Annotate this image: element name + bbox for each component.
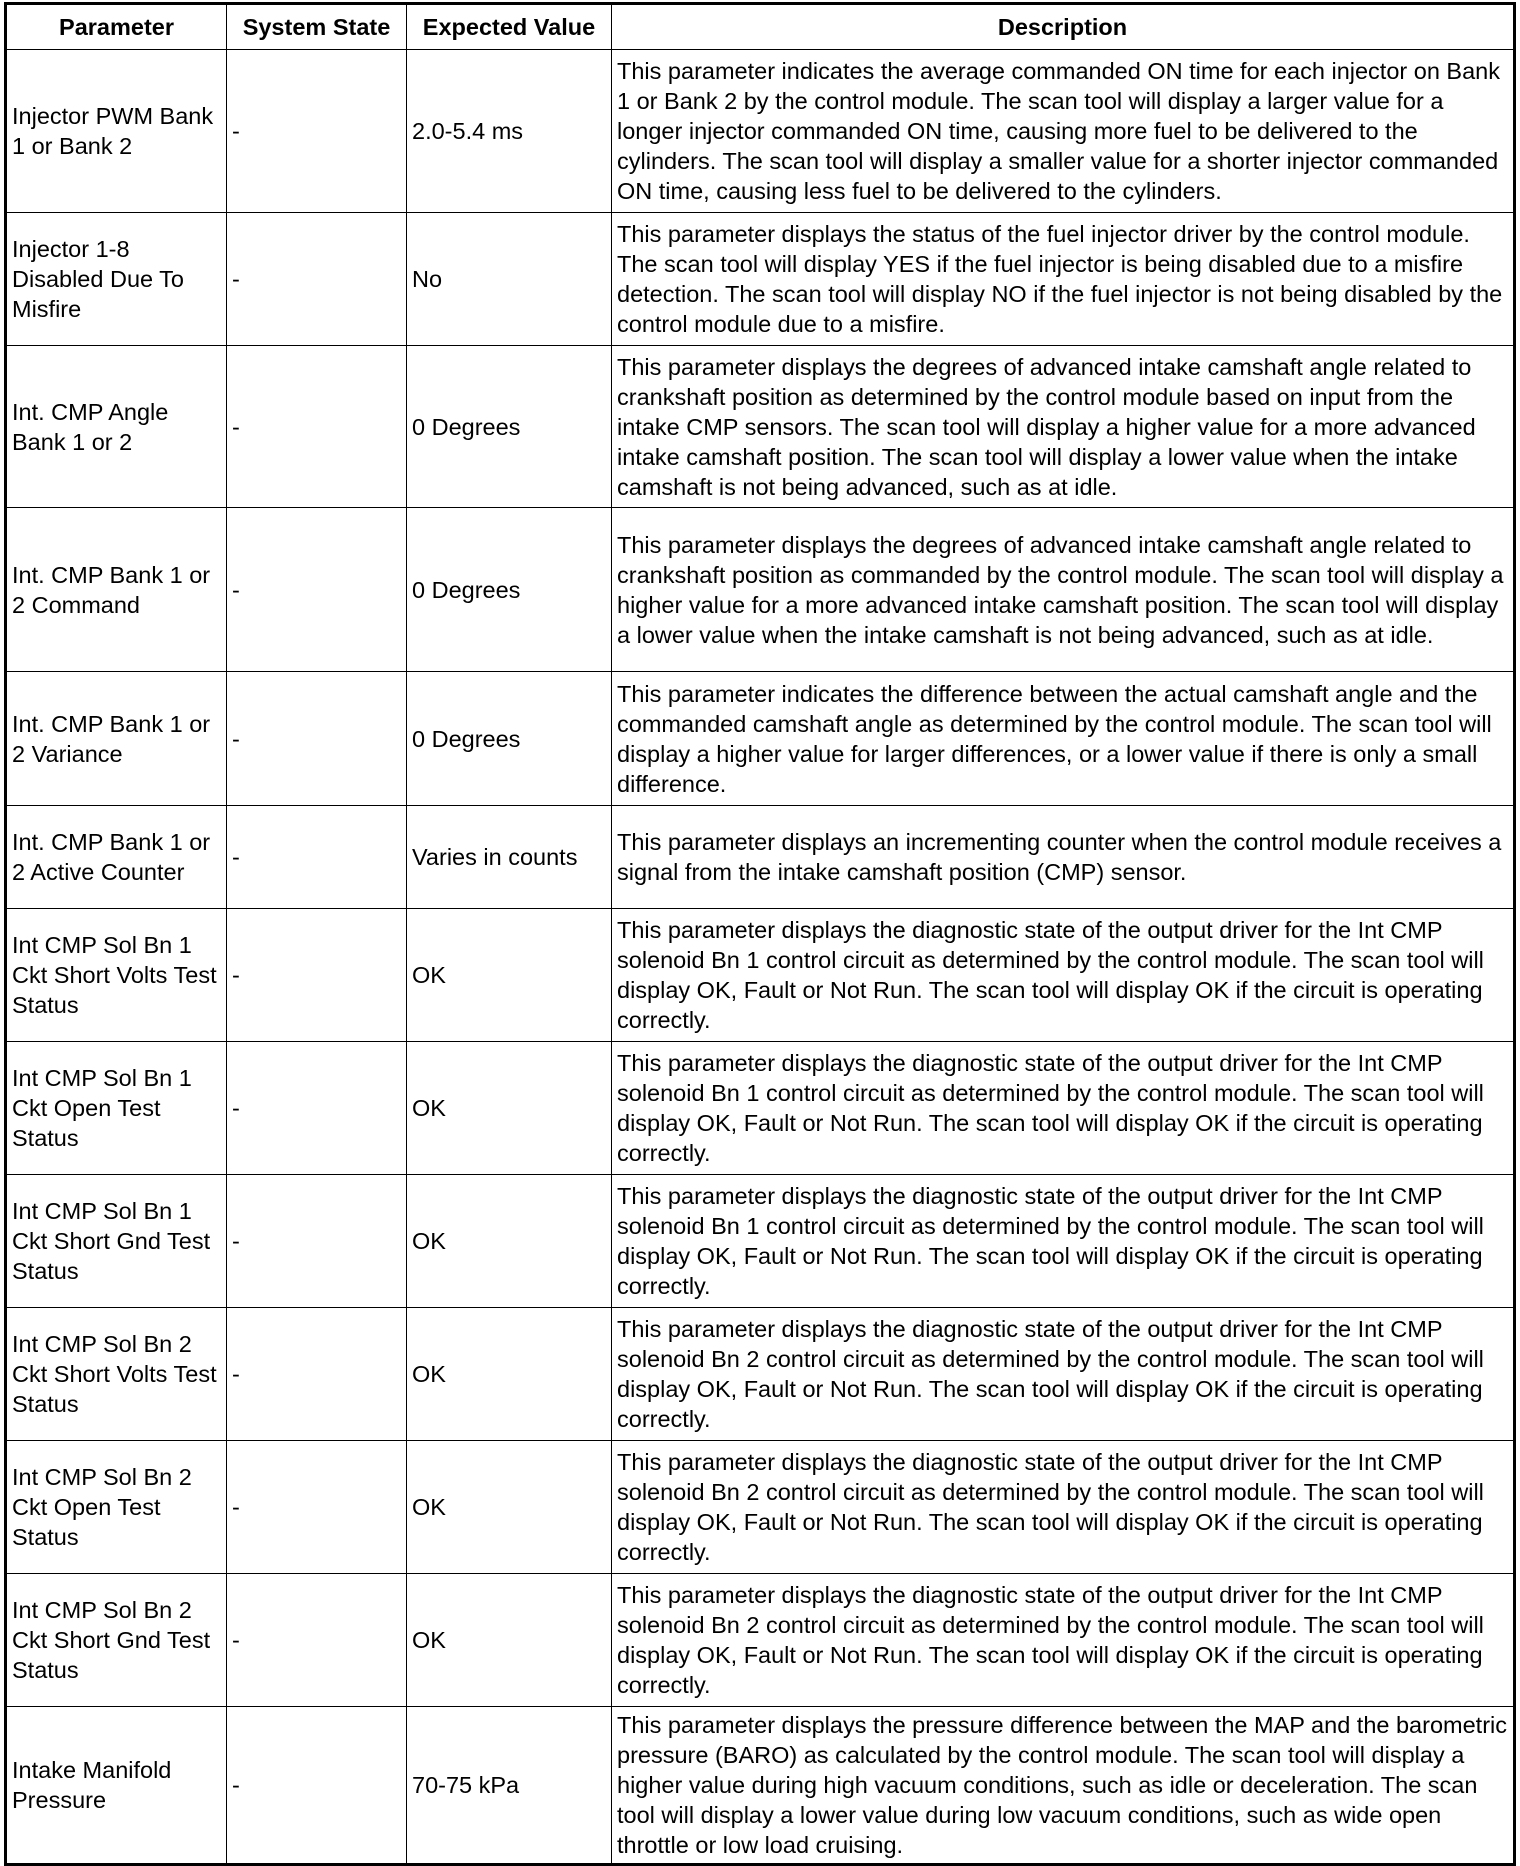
description-cell: This parameter displays the degrees of advanced intake camshaft angle related to crankshaft position as commanded by the control module. The scan tool will display a higher value for a more advanced intake camshaft position. The scan tool will display a lower value when the intake camshaft is not being advanced, such as at idle.	[612, 508, 1515, 672]
system-state-cell: -	[227, 50, 407, 213]
description-cell: This parameter displays the status of the fuel injector driver by the control module. The scan tool will display YES if the fuel injector is being disabled due to a misfire detection. The scan tool will display NO if the fuel injector is not being disabled by the control module due to a misfire.	[612, 213, 1515, 346]
table-row	[6, 672, 1515, 806]
parameter-cell: Int CMP Sol Bn 2 Ckt Short Volts Test Status	[6, 1308, 227, 1441]
system-state-cell: -	[227, 1042, 407, 1175]
expected-value-cell: 0 Degrees	[407, 508, 612, 672]
system-state-cell: -	[227, 213, 407, 346]
expected-value-cell: 0 Degrees	[407, 672, 612, 806]
system-state-cell: -	[227, 806, 407, 909]
expected-value-cell: OK	[407, 1308, 612, 1441]
description-cell: This parameter displays the degrees of advanced intake camshaft angle related to crankshaft position as determined by the control module based on input from the intake CMP sensors. The scan tool will display a higher value for a more advanced intake camshaft position. The scan tool will display a lower value when the intake camshaft is not being advanced, such as at idle.	[612, 346, 1515, 508]
parameter-cell: Injector 1-8 Disabled Due To Misfire	[6, 213, 227, 346]
expected-value-cell: OK	[407, 1175, 612, 1308]
expected-value-cell: 70-75 kPa	[407, 1707, 612, 1865]
parameter-cell: Int. CMP Bank 1 or 2 Active Counter	[6, 806, 227, 909]
description-cell: This parameter indicates the average commanded ON time for each injector on Bank 1 or Bank 2 by the control module. The scan tool will display a larger value for a longer injector commanded ON time, causing more fuel to be delivered to the cylinders. The scan tool will display a smaller value for a shorter injector commanded ON time, causing less fuel to be delivered to the cylinders.	[612, 50, 1515, 213]
parameter-cell: Injector PWM Bank 1 or Bank 2	[6, 50, 227, 213]
expected-value-cell: OK	[407, 1042, 612, 1175]
header-row	[6, 4, 1515, 50]
system-state-cell: -	[227, 909, 407, 1042]
parameter-cell: Int CMP Sol Bn 1 Ckt Short Gnd Test Status	[6, 1175, 227, 1308]
parameter-cell: Int CMP Sol Bn 2 Ckt Short Gnd Test Status	[6, 1574, 227, 1707]
table-row	[6, 508, 1515, 672]
description-cell: This parameter displays the diagnostic state of the output driver for the Int CMP solenoid Bn 2 control circuit as determined by the control module. The scan tool will display OK, Fault or Not Run. The scan tool will display OK if the circuit is operating correctly.	[612, 1308, 1515, 1441]
table-row	[6, 50, 1515, 213]
parameter-cell: Int. CMP Bank 1 or 2 Variance	[6, 672, 227, 806]
system-state-cell: -	[227, 508, 407, 672]
description-cell: This parameter displays the diagnostic state of the output driver for the Int CMP solenoid Bn 2 control circuit as determined by the control module. The scan tool will display OK, Fault or Not Run. The scan tool will display OK if the circuit is operating correctly.	[612, 1441, 1515, 1574]
system-state-cell: -	[227, 1574, 407, 1707]
table-row	[6, 909, 1515, 1042]
header-description: Description	[612, 4, 1515, 50]
table-row	[6, 1175, 1515, 1308]
header-parameter: Parameter	[6, 4, 227, 50]
header-expected-value: Expected Value	[407, 4, 612, 50]
description-cell: This parameter displays the pressure difference between the MAP and the barometric pressure (BARO) as calculated by the control module. The scan tool will display a higher value during high vacuum conditions, such as idle or deceleration. The scan tool will display a lower value during low vacuum conditions, such as wide open throttle or low load cruising.	[612, 1707, 1515, 1865]
system-state-cell: -	[227, 346, 407, 508]
table-row	[6, 1574, 1515, 1707]
parameter-cell: Int CMP Sol Bn 2 Ckt Open Test Status	[6, 1441, 227, 1574]
system-state-cell: -	[227, 1441, 407, 1574]
description-cell: This parameter displays the diagnostic state of the output driver for the Int CMP solenoid Bn 1 control circuit as determined by the control module. The scan tool will display OK, Fault or Not Run. The scan tool will display OK if the circuit is operating correctly.	[612, 1042, 1515, 1175]
table-row	[6, 1707, 1515, 1865]
expected-value-cell: No	[407, 213, 612, 346]
description-cell: This parameter displays an incrementing counter when the control module receives a signal from the intake camshaft position (CMP) sensor.	[612, 806, 1515, 909]
expected-value-cell: OK	[407, 1441, 612, 1574]
parameter-cell: Intake Manifold Pressure	[6, 1707, 227, 1865]
table-row	[6, 1042, 1515, 1175]
parameter-cell: Int. CMP Bank 1 or 2 Command	[6, 508, 227, 672]
parameter-cell: Int. CMP Angle Bank 1 or 2	[6, 346, 227, 508]
table-row	[6, 346, 1515, 508]
description-cell: This parameter displays the diagnostic state of the output driver for the Int CMP solenoid Bn 2 control circuit as determined by the control module. The scan tool will display OK, Fault or Not Run. The scan tool will display OK if the circuit is operating correctly.	[612, 1574, 1515, 1707]
parameter-table	[4, 2, 1516, 1866]
description-cell: This parameter displays the diagnostic state of the output driver for the Int CMP solenoid Bn 1 control circuit as determined by the control module. The scan tool will display OK, Fault or Not Run. The scan tool will display OK if the circuit is operating correctly.	[612, 1175, 1515, 1308]
system-state-cell: -	[227, 672, 407, 806]
table-row	[6, 806, 1515, 909]
expected-value-cell: OK	[407, 909, 612, 1042]
table-row	[6, 1441, 1515, 1574]
expected-value-cell: Varies in counts	[407, 806, 612, 909]
expected-value-cell: 0 Degrees	[407, 346, 612, 508]
system-state-cell: -	[227, 1175, 407, 1308]
description-cell: This parameter displays the diagnostic state of the output driver for the Int CMP solenoid Bn 1 control circuit as determined by the control module. The scan tool will display OK, Fault or Not Run. The scan tool will display OK if the circuit is operating correctly.	[612, 909, 1515, 1042]
system-state-cell: -	[227, 1308, 407, 1441]
header-system-state: System State	[227, 4, 407, 50]
table-row	[6, 1308, 1515, 1441]
parameter-cell: Int CMP Sol Bn 1 Ckt Short Volts Test Status	[6, 909, 227, 1042]
parameter-cell: Int CMP Sol Bn 1 Ckt Open Test Status	[6, 1042, 227, 1175]
description-cell: This parameter indicates the difference between the actual camshaft angle and the commanded camshaft angle as determined by the control module. The scan tool will display a higher value for larger differences, or a lower value if there is only a small difference.	[612, 672, 1515, 806]
expected-value-cell: 2.0-5.4 ms	[407, 50, 612, 213]
system-state-cell: -	[227, 1707, 407, 1865]
expected-value-cell: OK	[407, 1574, 612, 1707]
table-row	[6, 213, 1515, 346]
